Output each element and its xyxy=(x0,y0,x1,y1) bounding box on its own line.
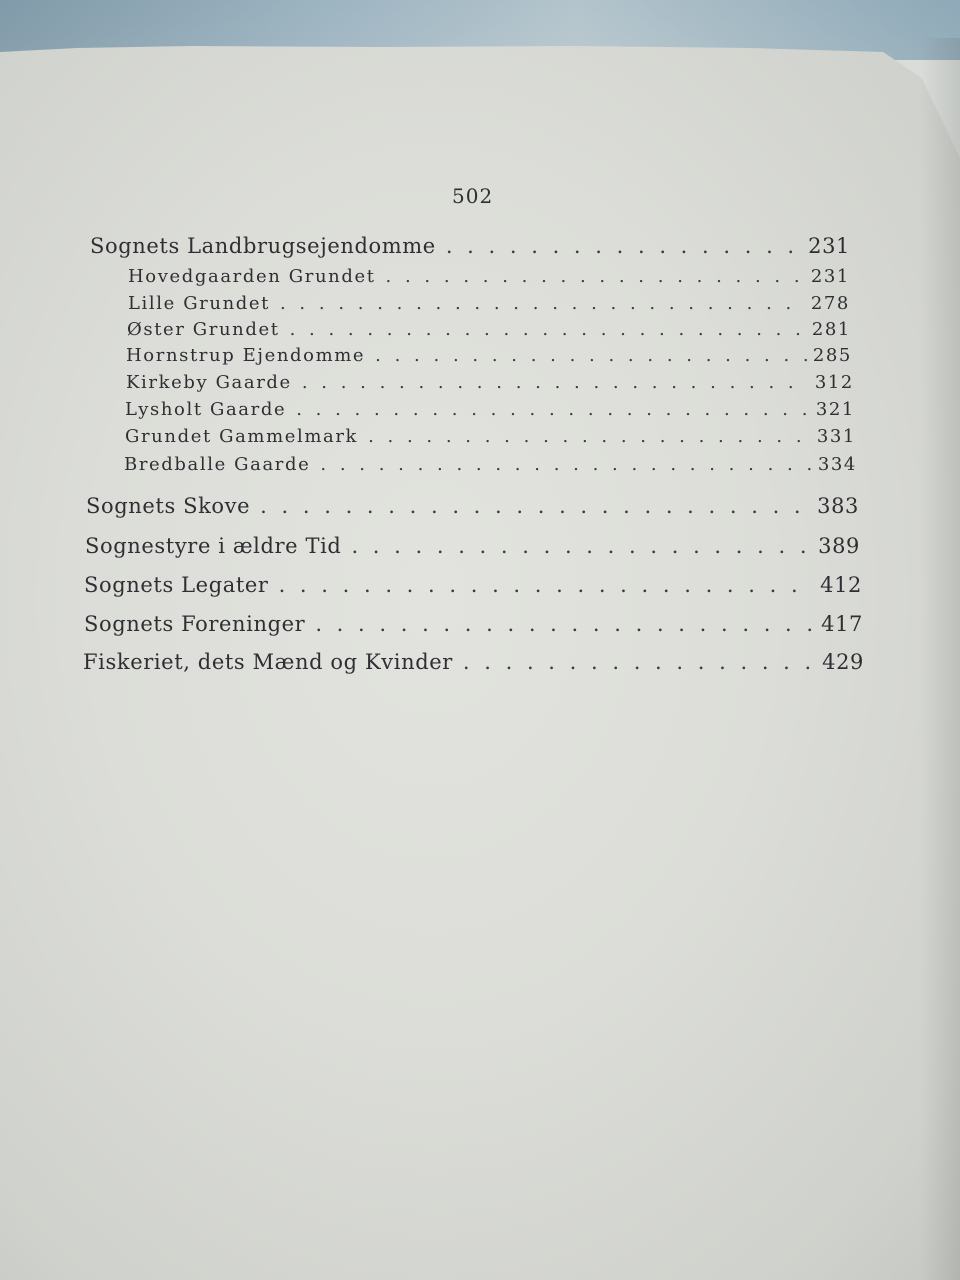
toc-entry-lille-grundet xyxy=(128,293,850,314)
toc-entry-page: 231 xyxy=(810,266,850,287)
dot-leader xyxy=(446,234,802,258)
dot-leader xyxy=(290,319,806,340)
toc-entry-title: Fiskeriet, dets Mænd og Kvinder xyxy=(83,650,453,674)
toc-entry-hornstrup-ejendomme xyxy=(126,345,852,366)
toc-entry-page: 383 xyxy=(817,494,859,518)
toc-entry-landbrugsejendomme xyxy=(90,234,850,258)
toc-entry-page: 334 xyxy=(817,454,857,475)
toc-entry-title: Sognets Landbrugsejendomme xyxy=(90,234,436,258)
toc-entry-page: 417 xyxy=(821,612,863,636)
dot-leader xyxy=(368,426,811,447)
toc-entry-title: Bredballe Gaarde xyxy=(124,454,311,475)
dot-leader xyxy=(302,372,809,393)
dot-leader xyxy=(315,612,815,636)
dot-leader xyxy=(375,345,807,366)
toc-entry-title: Hovedgaarden Grundet xyxy=(128,266,376,287)
toc-entry-page: 231 xyxy=(808,234,850,258)
toc-entry-page: 312 xyxy=(814,372,854,393)
dot-leader xyxy=(351,534,812,558)
toc-entry-page: 278 xyxy=(810,293,850,314)
toc-entry-page: 412 xyxy=(820,573,862,597)
dot-leader xyxy=(463,650,816,674)
dot-leader xyxy=(386,266,805,287)
toc-entry-grundet-gammelmark xyxy=(125,426,856,447)
toc-entry-page: 321 xyxy=(815,399,855,420)
toc-entry-title: Sognets Foreninger xyxy=(84,612,306,636)
toc-entry-sognets-foreninger xyxy=(84,612,863,636)
toc-entry-lysholt-gaarde xyxy=(125,399,855,420)
toc-entry-title: Sognets Legater xyxy=(84,573,269,597)
toc-entry-title: Lille Grundet xyxy=(128,293,270,314)
page-number: 502 xyxy=(452,184,494,208)
toc-entry-title: Øster Grundet xyxy=(127,319,280,340)
dot-leader xyxy=(296,399,810,420)
toc-entry-title: Kirkeby Gaarde xyxy=(126,372,292,393)
dot-leader xyxy=(320,454,811,475)
dot-leader xyxy=(279,573,815,597)
toc-entry-sognets-skove xyxy=(86,494,859,518)
toc-entry-fiskeriet xyxy=(83,650,864,674)
toc-entry-bredballe-gaarde xyxy=(124,454,857,475)
toc-entry-title: Lysholt Gaarde xyxy=(125,399,287,420)
toc-entry-page: 285 xyxy=(812,345,852,366)
toc-entry-title: Sognestyre i ældre Tid xyxy=(85,534,342,558)
toc-entry-page: 281 xyxy=(811,319,851,340)
toc-entry-title: Sognets Skove xyxy=(86,494,251,518)
dot-leader xyxy=(260,494,811,518)
toc-entry-page: 389 xyxy=(818,534,860,558)
toc-entry-sognets-legater xyxy=(84,573,862,597)
toc-entry-hovedgaarden-grundet xyxy=(128,266,850,287)
toc-entry-kirkeby-gaarde xyxy=(126,372,854,393)
toc-entry-title: Grundet Gammelmark xyxy=(125,426,359,447)
dot-leader xyxy=(280,293,805,314)
toc-entry-sognestyre xyxy=(85,534,860,558)
toc-entry-page: 331 xyxy=(816,426,856,447)
toc-entry-oster-grundet xyxy=(127,319,851,340)
toc-entry-title: Hornstrup Ejendomme xyxy=(126,345,366,366)
toc-entry-page: 429 xyxy=(822,650,864,674)
